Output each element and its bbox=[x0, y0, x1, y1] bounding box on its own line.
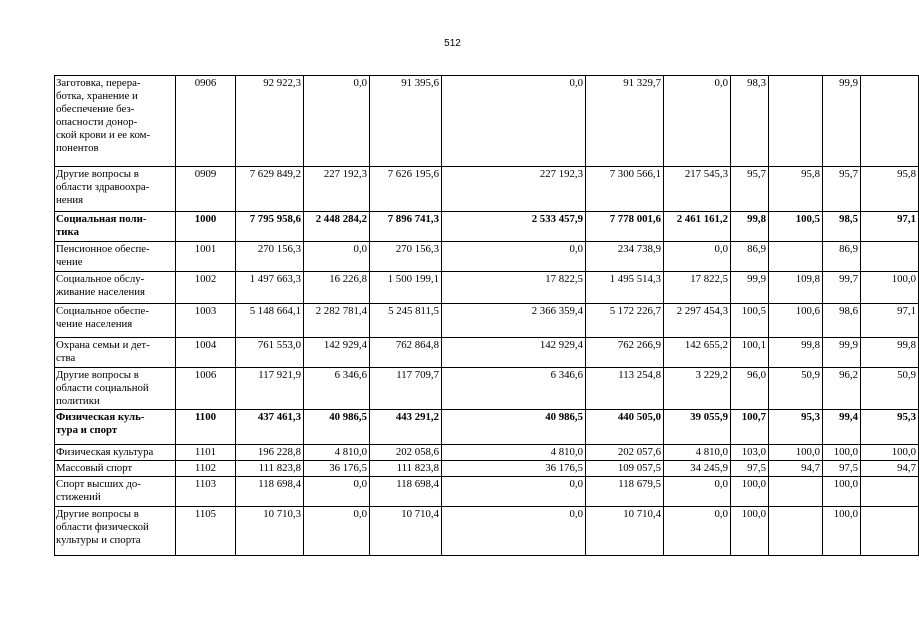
cell-total-all: 92 922,3 bbox=[236, 76, 304, 167]
cell-pct-total-federal bbox=[769, 242, 823, 272]
cell-total-all: 111 823,8 bbox=[236, 461, 304, 477]
budget-table bbox=[54, 75, 919, 556]
cell-executed-all: 91 329,7 bbox=[586, 76, 664, 167]
cell-executed-all: 118 679,5 bbox=[586, 477, 664, 507]
cell-pct-total-all: 98,3 bbox=[731, 76, 769, 167]
cell-executed-all: 440 505,0 bbox=[586, 410, 664, 445]
cell-pct-total-federal: 100,5 bbox=[769, 212, 823, 242]
cell-approved-all: 1 500 199,1 bbox=[370, 272, 442, 304]
row-code: 0909 bbox=[176, 167, 236, 212]
cell-approved-all: 111 823,8 bbox=[370, 461, 442, 477]
cell-pct-approved-federal: 94,7 bbox=[861, 461, 919, 477]
row-code: 0906 bbox=[176, 76, 236, 167]
row-code: 1006 bbox=[176, 368, 236, 410]
table-row bbox=[55, 338, 919, 368]
row-name: Другие вопросы в области здравоохра- нения bbox=[55, 167, 176, 212]
cell-pct-total-federal: 100,0 bbox=[769, 445, 823, 461]
cell-executed-federal: 2 461 161,2 bbox=[664, 212, 731, 242]
cell-pct-total-all: 100,7 bbox=[731, 410, 769, 445]
cell-total-federal: 0,0 bbox=[304, 242, 370, 272]
cell-pct-approved-federal bbox=[861, 477, 919, 507]
cell-approved-all: 7 626 195,6 bbox=[370, 167, 442, 212]
row-name: Массовый спорт bbox=[55, 461, 176, 477]
cell-pct-total-federal: 95,8 bbox=[769, 167, 823, 212]
cell-approved-federal: 0,0 bbox=[442, 477, 586, 507]
cell-approved-federal: 0,0 bbox=[442, 76, 586, 167]
cell-approved-all: 443 291,2 bbox=[370, 410, 442, 445]
table-row bbox=[55, 410, 919, 445]
cell-total-federal: 0,0 bbox=[304, 477, 370, 507]
cell-total-federal: 227 192,3 bbox=[304, 167, 370, 212]
cell-pct-total-federal: 94,7 bbox=[769, 461, 823, 477]
cell-pct-total-all: 100,1 bbox=[731, 338, 769, 368]
cell-pct-approved-federal: 95,3 bbox=[861, 410, 919, 445]
cell-pct-total-federal: 50,9 bbox=[769, 368, 823, 410]
cell-executed-all: 202 057,6 bbox=[586, 445, 664, 461]
row-name: Физическая куль- тура и спорт bbox=[55, 410, 176, 445]
cell-approved-all: 91 395,6 bbox=[370, 76, 442, 167]
cell-approved-all: 762 864,8 bbox=[370, 338, 442, 368]
table-row bbox=[55, 242, 919, 272]
table-row bbox=[55, 445, 919, 461]
cell-approved-all: 5 245 811,5 bbox=[370, 304, 442, 338]
cell-approved-federal: 6 346,6 bbox=[442, 368, 586, 410]
cell-approved-all: 118 698,4 bbox=[370, 477, 442, 507]
cell-total-all: 5 148 664,1 bbox=[236, 304, 304, 338]
cell-pct-approved-all: 100,0 bbox=[823, 477, 861, 507]
cell-approved-federal: 4 810,0 bbox=[442, 445, 586, 461]
table-row bbox=[55, 272, 919, 304]
cell-pct-total-federal bbox=[769, 477, 823, 507]
row-code: 1002 bbox=[176, 272, 236, 304]
cell-approved-federal: 227 192,3 bbox=[442, 167, 586, 212]
cell-executed-federal: 3 229,2 bbox=[664, 368, 731, 410]
cell-approved-federal: 142 929,4 bbox=[442, 338, 586, 368]
cell-pct-approved-federal: 95,8 bbox=[861, 167, 919, 212]
cell-pct-approved-all: 99,4 bbox=[823, 410, 861, 445]
cell-executed-all: 7 300 566,1 bbox=[586, 167, 664, 212]
row-name: Социальное обеспе- чение населения bbox=[55, 304, 176, 338]
table-body bbox=[55, 76, 919, 556]
row-name: Заготовка, перера- ботка, хранение и обеспечение без- опасности донор- ской крови и ее ком- понентов bbox=[55, 76, 176, 167]
cell-approved-all: 10 710,4 bbox=[370, 507, 442, 556]
cell-pct-total-all: 100,0 bbox=[731, 507, 769, 556]
cell-pct-total-all: 103,0 bbox=[731, 445, 769, 461]
cell-pct-approved-federal: 100,0 bbox=[861, 445, 919, 461]
row-name: Социальная поли- тика bbox=[55, 212, 176, 242]
table-row bbox=[55, 167, 919, 212]
cell-pct-total-all: 86,9 bbox=[731, 242, 769, 272]
cell-approved-federal: 0,0 bbox=[442, 242, 586, 272]
row-name: Социальное обслу- живание населения bbox=[55, 272, 176, 304]
cell-executed-all: 7 778 001,6 bbox=[586, 212, 664, 242]
cell-executed-federal: 4 810,0 bbox=[664, 445, 731, 461]
row-code: 1003 bbox=[176, 304, 236, 338]
row-name: Пенсионное обеспе- чение bbox=[55, 242, 176, 272]
cell-pct-approved-all: 95,7 bbox=[823, 167, 861, 212]
table-row bbox=[55, 507, 919, 556]
cell-total-all: 1 497 663,3 bbox=[236, 272, 304, 304]
row-code: 1100 bbox=[176, 410, 236, 445]
cell-pct-total-federal: 99,8 bbox=[769, 338, 823, 368]
cell-executed-federal: 142 655,2 bbox=[664, 338, 731, 368]
cell-executed-federal: 17 822,5 bbox=[664, 272, 731, 304]
cell-pct-total-all: 96,0 bbox=[731, 368, 769, 410]
cell-executed-federal: 2 297 454,3 bbox=[664, 304, 731, 338]
cell-approved-federal: 36 176,5 bbox=[442, 461, 586, 477]
cell-executed-all: 109 057,5 bbox=[586, 461, 664, 477]
cell-executed-all: 762 266,9 bbox=[586, 338, 664, 368]
cell-pct-approved-all: 86,9 bbox=[823, 242, 861, 272]
cell-pct-approved-all: 99,7 bbox=[823, 272, 861, 304]
cell-pct-total-all: 95,7 bbox=[731, 167, 769, 212]
row-name: Охрана семьи и дет- ства bbox=[55, 338, 176, 368]
table-row bbox=[55, 477, 919, 507]
cell-total-all: 7 795 958,6 bbox=[236, 212, 304, 242]
cell-total-all: 118 698,4 bbox=[236, 477, 304, 507]
row-code: 1004 bbox=[176, 338, 236, 368]
row-name: Физическая культура bbox=[55, 445, 176, 461]
cell-pct-total-federal: 95,3 bbox=[769, 410, 823, 445]
row-code: 1101 bbox=[176, 445, 236, 461]
cell-pct-approved-all: 98,5 bbox=[823, 212, 861, 242]
cell-pct-approved-all: 97,5 bbox=[823, 461, 861, 477]
cell-executed-all: 113 254,8 bbox=[586, 368, 664, 410]
cell-total-federal: 2 282 781,4 bbox=[304, 304, 370, 338]
cell-total-all: 117 921,9 bbox=[236, 368, 304, 410]
cell-pct-approved-federal bbox=[861, 242, 919, 272]
table-row bbox=[55, 461, 919, 477]
cell-approved-all: 270 156,3 bbox=[370, 242, 442, 272]
cell-pct-total-federal: 109,8 bbox=[769, 272, 823, 304]
cell-total-all: 7 629 849,2 bbox=[236, 167, 304, 212]
cell-pct-total-federal bbox=[769, 507, 823, 556]
cell-total-federal: 16 226,8 bbox=[304, 272, 370, 304]
cell-pct-approved-federal bbox=[861, 76, 919, 167]
cell-pct-approved-federal: 99,8 bbox=[861, 338, 919, 368]
row-code: 1102 bbox=[176, 461, 236, 477]
cell-total-federal: 6 346,6 bbox=[304, 368, 370, 410]
cell-total-federal: 2 448 284,2 bbox=[304, 212, 370, 242]
cell-approved-all: 7 896 741,3 bbox=[370, 212, 442, 242]
row-name: Другие вопросы в области физической культуры и спорта bbox=[55, 507, 176, 556]
cell-pct-total-all: 100,5 bbox=[731, 304, 769, 338]
cell-pct-approved-all: 99,9 bbox=[823, 338, 861, 368]
cell-approved-federal: 2 366 359,4 bbox=[442, 304, 586, 338]
cell-total-all: 196 228,8 bbox=[236, 445, 304, 461]
cell-executed-federal: 39 055,9 bbox=[664, 410, 731, 445]
cell-approved-all: 202 058,6 bbox=[370, 445, 442, 461]
cell-executed-all: 1 495 514,3 bbox=[586, 272, 664, 304]
page-number: 512 bbox=[444, 38, 461, 49]
cell-executed-all: 5 172 226,7 bbox=[586, 304, 664, 338]
cell-executed-all: 10 710,4 bbox=[586, 507, 664, 556]
table-row bbox=[55, 304, 919, 338]
cell-executed-federal: 34 245,9 bbox=[664, 461, 731, 477]
cell-pct-total-all: 99,9 bbox=[731, 272, 769, 304]
cell-total-federal: 0,0 bbox=[304, 76, 370, 167]
row-code: 1105 bbox=[176, 507, 236, 556]
cell-executed-federal: 0,0 bbox=[664, 507, 731, 556]
cell-total-all: 270 156,3 bbox=[236, 242, 304, 272]
cell-pct-total-federal bbox=[769, 76, 823, 167]
cell-pct-approved-all: 98,6 bbox=[823, 304, 861, 338]
cell-executed-all: 234 738,9 bbox=[586, 242, 664, 272]
cell-pct-approved-federal bbox=[861, 507, 919, 556]
cell-total-all: 10 710,3 bbox=[236, 507, 304, 556]
cell-pct-approved-federal: 97,1 bbox=[861, 304, 919, 338]
cell-executed-federal: 0,0 bbox=[664, 242, 731, 272]
cell-approved-all: 117 709,7 bbox=[370, 368, 442, 410]
cell-pct-approved-all: 100,0 bbox=[823, 445, 861, 461]
cell-pct-total-all: 99,8 bbox=[731, 212, 769, 242]
cell-pct-approved-all: 96,2 bbox=[823, 368, 861, 410]
table-row bbox=[55, 368, 919, 410]
row-name: Другие вопросы в области социальной политики bbox=[55, 368, 176, 410]
cell-total-federal: 36 176,5 bbox=[304, 461, 370, 477]
cell-approved-federal: 17 822,5 bbox=[442, 272, 586, 304]
row-name: Спорт высших до- стижений bbox=[55, 477, 176, 507]
row-code: 1103 bbox=[176, 477, 236, 507]
row-code: 1000 bbox=[176, 212, 236, 242]
cell-pct-approved-all: 100,0 bbox=[823, 507, 861, 556]
cell-total-federal: 40 986,5 bbox=[304, 410, 370, 445]
cell-pct-approved-federal: 97,1 bbox=[861, 212, 919, 242]
cell-pct-approved-all: 99,9 bbox=[823, 76, 861, 167]
row-code: 1001 bbox=[176, 242, 236, 272]
cell-approved-federal: 40 986,5 bbox=[442, 410, 586, 445]
cell-total-federal: 4 810,0 bbox=[304, 445, 370, 461]
cell-pct-total-all: 97,5 bbox=[731, 461, 769, 477]
cell-pct-approved-federal: 50,9 bbox=[861, 368, 919, 410]
cell-approved-federal: 0,0 bbox=[442, 507, 586, 556]
cell-pct-total-all: 100,0 bbox=[731, 477, 769, 507]
cell-executed-federal: 0,0 bbox=[664, 76, 731, 167]
table-row bbox=[55, 76, 919, 167]
cell-executed-federal: 0,0 bbox=[664, 477, 731, 507]
cell-total-all: 761 553,0 bbox=[236, 338, 304, 368]
table-row bbox=[55, 212, 919, 242]
cell-total-all: 437 461,3 bbox=[236, 410, 304, 445]
cell-total-federal: 0,0 bbox=[304, 507, 370, 556]
cell-executed-federal: 217 545,3 bbox=[664, 167, 731, 212]
cell-approved-federal: 2 533 457,9 bbox=[442, 212, 586, 242]
cell-pct-approved-federal: 100,0 bbox=[861, 272, 919, 304]
cell-pct-total-federal: 100,6 bbox=[769, 304, 823, 338]
cell-total-federal: 142 929,4 bbox=[304, 338, 370, 368]
